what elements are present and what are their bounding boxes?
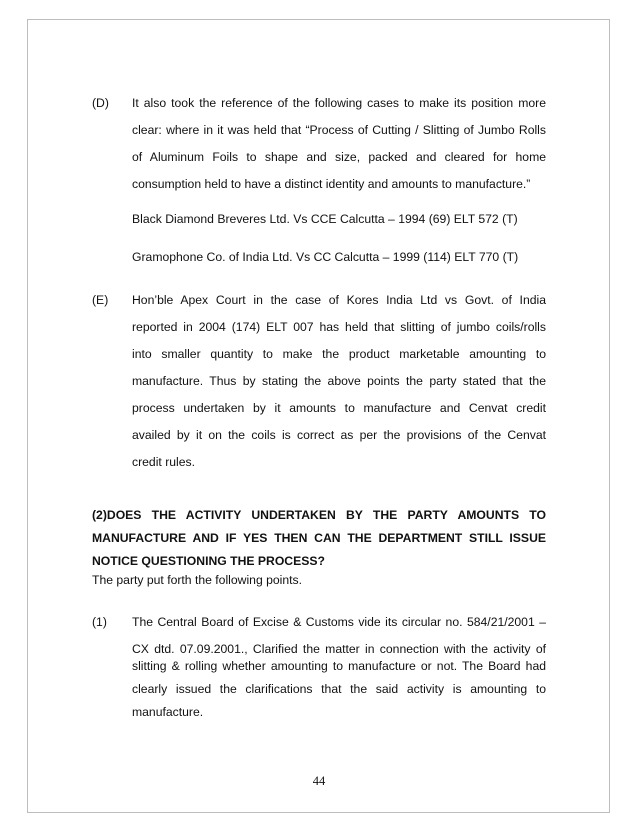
section-2-intro: The party put forth the following points. bbox=[92, 573, 303, 587]
paragraph-1-line: The Central Board of Excise & Customs vide its circular no. 584/21/2001 – bbox=[132, 615, 546, 629]
paragraph-d-marker: (D) bbox=[92, 96, 109, 110]
paragraph-e-marker: (E) bbox=[92, 293, 109, 307]
paragraph-e-line: process undertaken by it amounts to manufacture and Cenvat credit bbox=[132, 401, 546, 415]
paragraph-1-line: slitting & rolling whether amounting to manufacture or not. The Board had bbox=[132, 659, 546, 673]
paragraph-1-marker: (1) bbox=[92, 615, 107, 629]
paragraph-e-line: reported in 2004 (174) ELT 007 has held that slitting of jumbo coils/rolls bbox=[132, 320, 546, 334]
citation-gramophone: Gramophone Co. of India Ltd. Vs CC Calcutta – 1999 (114) ELT 770 (T) bbox=[132, 250, 519, 264]
paragraph-1-line: clearly issued the clarifications that the said activity is amounting to bbox=[132, 682, 546, 696]
paragraph-1-line: CX dtd. 07.09.2001., Clarified the matter in connection with the activity of bbox=[132, 642, 546, 656]
paragraph-e-line: availed by it on the coils is correct as per the provisions of the Cenvat bbox=[132, 428, 546, 442]
section-2-heading: (2)DOES THE ACTIVITY UNDERTAKEN BY THE PARTY AMOUNTS TO bbox=[92, 508, 546, 522]
paragraph-d-line: clear: where in it was held that “Process of Cutting / Slitting of Jumbo Rolls bbox=[132, 123, 546, 137]
paragraph-1-line: manufacture. bbox=[132, 705, 204, 719]
paragraph-d-line: consumption held to have a distinct identity and amounts to manufacture.” bbox=[132, 177, 531, 191]
citation-black-diamond: Black Diamond Breveres Ltd. Vs CCE Calcutta – 1994 (69) ELT 572 (T) bbox=[132, 212, 518, 226]
page-number: 44 bbox=[312, 774, 326, 788]
paragraph-e-line: manufacture. Thus by stating the above points the party stated that the bbox=[132, 374, 546, 388]
paragraph-d-line: of Aluminum Foils to shape and size, packed and cleared for home bbox=[132, 150, 546, 164]
section-2-heading: MANUFACTURE AND IF YES THEN CAN THE DEPARTMENT STILL ISSUE bbox=[92, 531, 546, 545]
paragraph-e-line: Hon’ble Apex Court in the case of Kores India Ltd vs Govt. of India bbox=[132, 293, 546, 307]
section-2-heading: NOTICE QUESTIONING THE PROCESS? bbox=[92, 554, 325, 568]
paragraph-e-line: credit rules. bbox=[132, 455, 195, 469]
paragraph-e-line: into smaller quantity to make the product marketable amounting to bbox=[132, 347, 546, 361]
paragraph-d-line: It also took the reference of the following cases to make its position more bbox=[132, 96, 546, 110]
